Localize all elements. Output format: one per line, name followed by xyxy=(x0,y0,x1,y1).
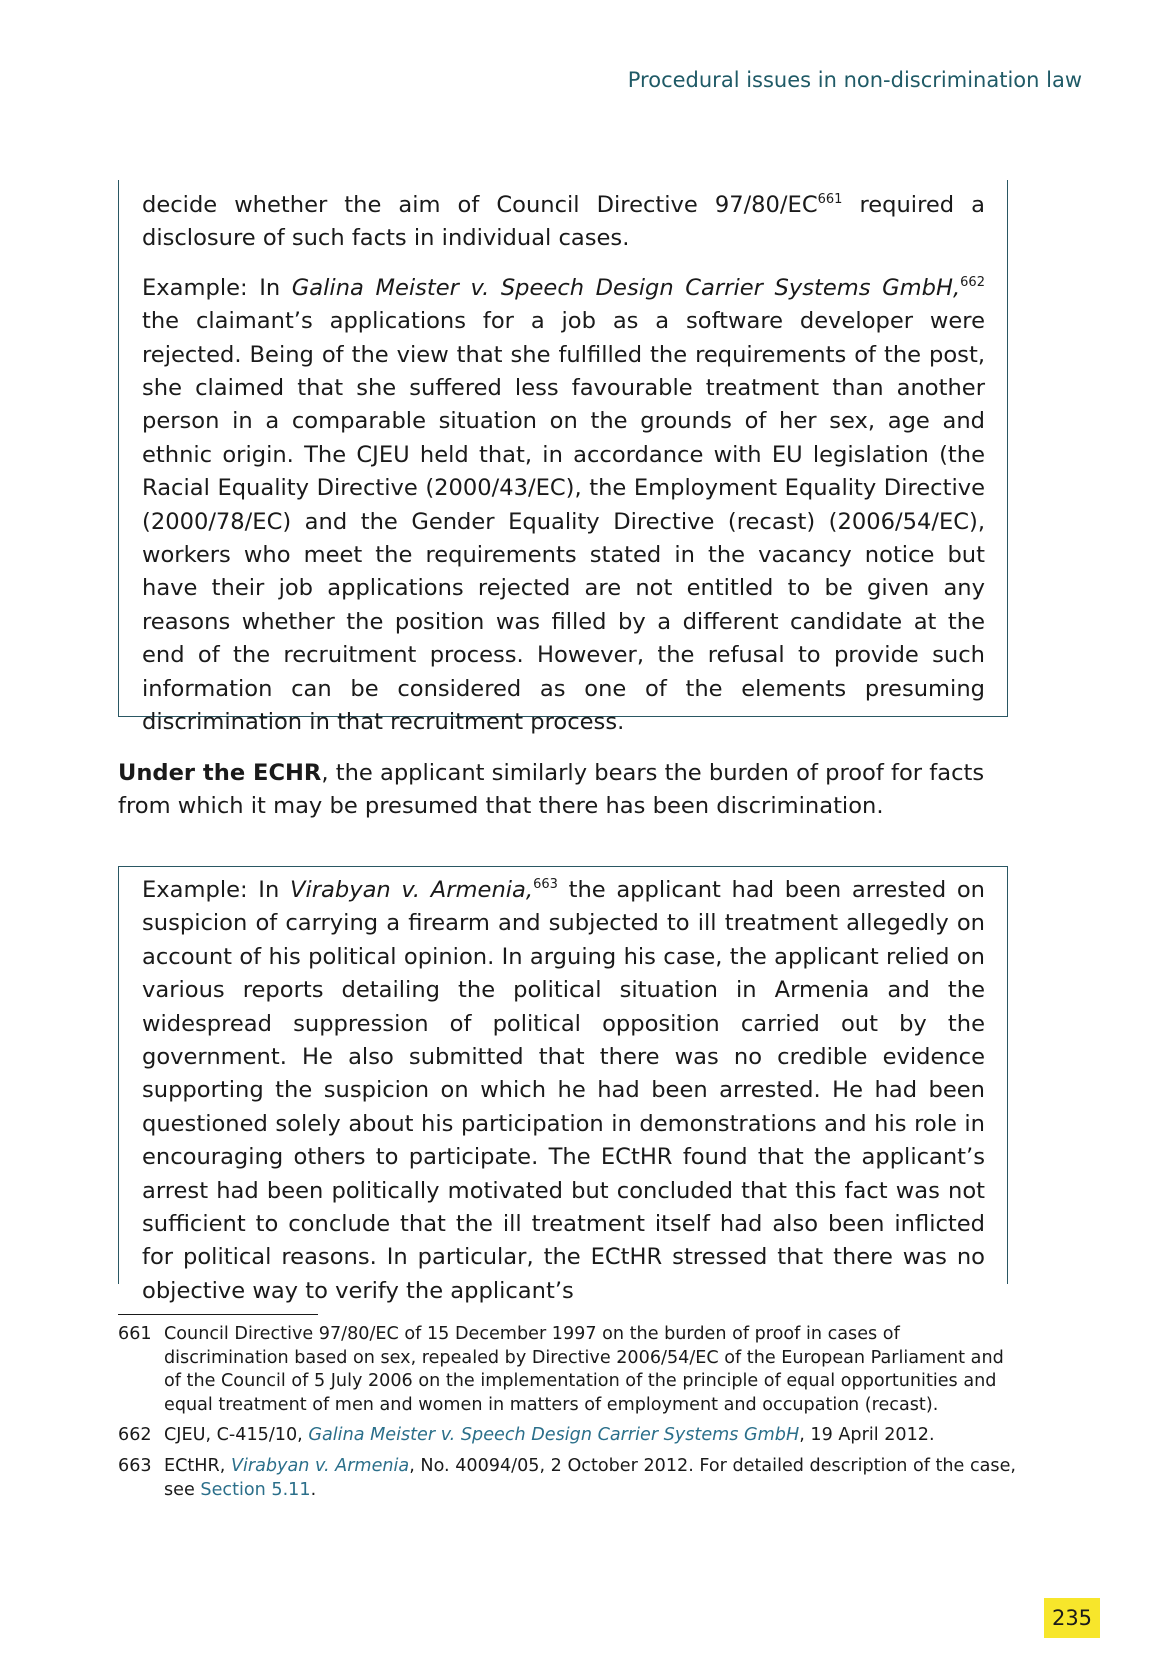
echr-paragraph: Under the ECHR, the applicant similarly bears the burden of proof for facts from which it may be presumed that there has been discrimination. xyxy=(118,760,985,820)
continued-paragraph: decide whether the aim of Council Directive 97/80/EC$^{661}$ required a disclosure of such facts in individual cases. xyxy=(142,192,985,252)
footnote-ref-662[interactable]: 662 xyxy=(960,274,985,290)
case-name-meister: Galina Meister v. Speech Design Carrier Systems GmbH, xyxy=(291,274,961,301)
example-paragraph-meister: Example: In Galina Meister v. Speech Design Carrier Systems GmbH,$^{662}$ the claimant’s applications for a job as a software developer were rejected. Being of the view that she fulfilled the requirements of the post, she claimed that she suffered less favourable treatment than another person in a comparable situation on the grounds of her sex, age and ethnic origin. The CJEU held that, in accordance with EU legislation (the Racial Equality Directive (2000/43/EC), the Employment Equality Directive (2000/78/EC) and the Gender Equality Directive (recast) (2006/54/EC), workers who meet the requirements stated in the vacancy notice but have their job applications rejected are not entitled to be given any reasons whether the position was filled by a different candidate at the end of the recruitment process. However, the refusal to provide such information can be considered as one of the elements presuming discrimination in that recruitment process. xyxy=(142,274,985,736)
footnote-divider xyxy=(118,1314,318,1315)
case-link-virabyan[interactable]: Virabyan v. Armenia xyxy=(230,1455,410,1476)
page-number-badge: 235 xyxy=(1044,1598,1100,1638)
footnote-number: 661 xyxy=(118,1324,152,1344)
footnote-662 xyxy=(118,1424,1018,1448)
case-link-meister[interactable]: Galina Meister v. Speech Design Carrier Systems GmbH xyxy=(308,1425,800,1446)
footnote-661 xyxy=(118,1323,1018,1417)
echr-lead: Under the ECHR xyxy=(118,760,322,786)
example-box-virabyan xyxy=(118,866,1008,1304)
footnote-text: Council Directive 97/80/EC of 15 December 1997 on the burden of proof in cases of discrimination based on sex, repealed by Directive 2006/54/EC of the European Parliament and of the Council of 5 July 2006 on the implementation of the principle of equal opportunities and equal treatment of men and women in matters of employment and occupation (recast). xyxy=(164,1324,1004,1415)
example-paragraph-virabyan: Example: In Virabyan v. Armenia,$^{663}$ the applicant had been arrested on suspicion of carrying a firearm and subjected to ill treatment allegedly on account of his political opinion. In arguing his case, the applicant relied on various reports detailing the political situation in Armenia and the widespread suppression of political opposition carried out by the government. He also submitted that there was no credible evidence supporting the suspicion on which he had been arrested. He had been questioned solely about his participation in demonstrations and his role in encouraging others to participate. The ECtHR found that the applicant’s arrest had been politically motivated but concluded that this fact was not sufficient to conclude that the ill treatment itself had also been inflicted for political reasons. In particular, the ECtHR stressed that there was no objective way to verify the applicant’s xyxy=(142,877,985,1304)
case-name-virabyan: Virabyan v. Armenia, xyxy=(289,877,534,903)
footnote-ref-663[interactable]: 663 xyxy=(533,877,558,892)
running-header: Procedural issues in non-discrimination law xyxy=(627,68,1082,92)
footnote-text: ECtHR, Virabyan v. Armenia, No. 40094/05, 2 October 2012. For detailed description of the case, see Section 5.11. xyxy=(164,1455,1017,1500)
example-box-meister xyxy=(118,180,1008,736)
footnotes xyxy=(118,1323,1018,1509)
footnote-number: 663 xyxy=(118,1455,152,1476)
footnote-number: 662 xyxy=(118,1425,152,1446)
section-link[interactable]: Section 5.11 xyxy=(200,1479,311,1500)
footnote-ref-661[interactable]: 661 xyxy=(817,192,843,207)
footnote-text: CJEU, C-415/10, Galina Meister v. Speech Design Carrier Systems GmbH, 19 April 2012. xyxy=(164,1425,935,1446)
footnote-663 xyxy=(118,1455,1018,1502)
